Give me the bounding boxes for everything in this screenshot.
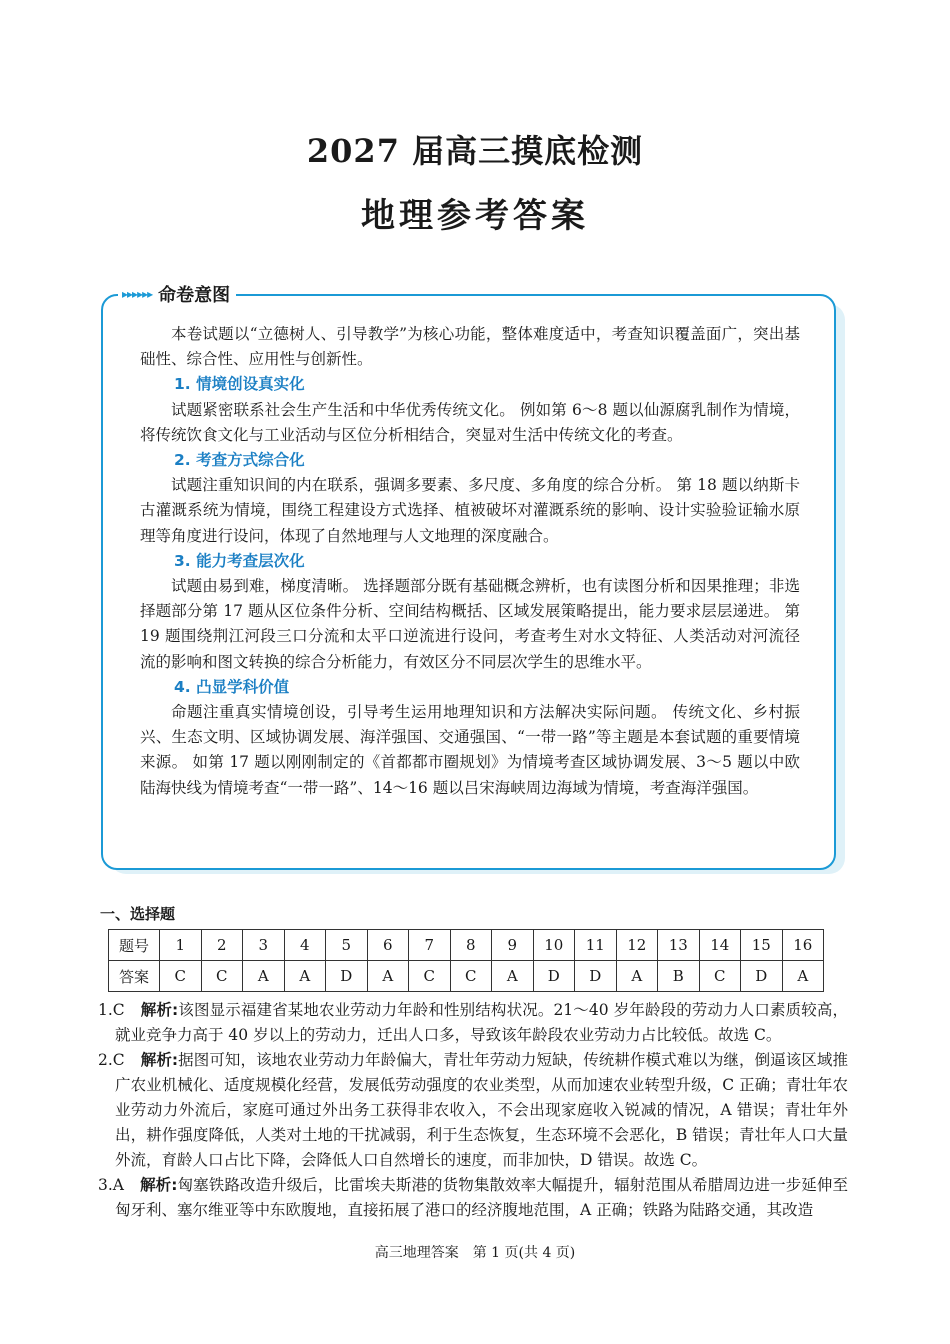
question-number: 1: [160, 930, 202, 961]
question-number: 3: [243, 930, 285, 961]
intent-section-text: 试题由易到难，梯度清晰。 选择题部分既有基础概念辨析，也有读图分析和因果推理；非选择题部分第 17 题从区位条件分析、空间结构概括、区域发展策略提出，能力要求层层递进。 第 19 题围绕荆江河段三口分流和太平口逆流进行设问，考查考生对水文特征、人类活动对河流径流的影响和图文转换的综合分析能力，有效区分不同层次学生的思维水平。: [140, 577, 800, 671]
answer-cell: A: [492, 961, 534, 992]
title-line1: 2027 届高三摸底检测: [306, 132, 644, 170]
answer-cell: A: [243, 961, 285, 992]
answer-cell: C: [450, 961, 492, 992]
intent-section-text: 试题注重知识间的内在联系，强调多要素、多尺度、多角度的综合分析。 第 18 题以纳斯卡古灌溉系统为情境，围绕工程建设方式选择、植被破坏对灌溉系统的影响、设计实验验证输水原理等角度进行设问，体现了自然地理与人文地理的深度融合。: [140, 476, 800, 545]
answer-cell: A: [782, 961, 824, 992]
answer-cell: C: [409, 961, 451, 992]
answer-cell: A: [367, 961, 409, 992]
intent-section-title: 1. 情境创设真实化: [174, 375, 305, 394]
intent-box-header: [118, 281, 236, 307]
question-number: 8: [450, 930, 492, 961]
explanation-text: 该图显示福建省某地农业劳动力年龄和性别结构状况。21～40 岁年龄段的劳动力人口素质较高，就业竞争力高于 40 岁以上的劳动力，迁出人口多，导致该年龄段农业劳动力占比较低。故选 C。: [115, 1001, 848, 1044]
explanation-key: 解析:: [140, 1051, 179, 1069]
intent-section-title: 4. 凸显学科价值: [174, 677, 290, 696]
explanations: [98, 998, 848, 1223]
explanation-number: 3.A: [98, 1176, 124, 1194]
answer-table: [108, 929, 824, 992]
question-number: 15: [741, 930, 783, 961]
question-number: 11: [575, 930, 617, 961]
question-number: 16: [782, 930, 824, 961]
answer-table-answer-row: [109, 961, 824, 992]
answer-cell: D: [326, 961, 368, 992]
row-label: 题号: [109, 930, 160, 961]
explanation-number: 1.C: [98, 1001, 125, 1019]
explanation-item: [98, 1048, 848, 1173]
intent-intro: 本卷试题以“立德树人、引导教学”为核心功能，整体难度适中，考查知识覆盖面广，突出基础性、综合性、应用性与创新性。: [140, 325, 800, 369]
explanation-number: 2.C: [98, 1051, 125, 1069]
question-number: 13: [658, 930, 700, 961]
answer-cell: A: [616, 961, 658, 992]
question-number: 10: [533, 930, 575, 961]
explanation-key: 解析:: [140, 1001, 179, 1019]
answer-cell: D: [741, 961, 783, 992]
section-title: 一、选择题: [100, 905, 176, 923]
row-label: 答案: [109, 961, 160, 992]
intent-box-title: 命卷意图: [158, 285, 231, 306]
question-number: 6: [367, 930, 409, 961]
intent-section-text: 试题紧密联系社会生产生活和中华优秀传统文化。 例如第 6～8 题以仙源腐乳制作为情境，将传统饮食文化与工业活动与区位分析相结合，突显对生活中传统文化的考查。: [140, 400, 800, 444]
answer-cell: B: [658, 961, 700, 992]
question-number: 4: [284, 930, 326, 961]
intent-section-text: 命题注重真实情境创设，引导考生运用地理知识和方法解决实际问题。 传统文化、乡村振兴、生态文明、区域协调发展、海洋强国、交通强国、“一带一路”等主题是本套试题的重要情境来源。 如第 17 题以刚刚制定的《首都都市圈规划》为情境考查区域协调发展、3～5 题以中欧陆海快线为情境考查“一带一路”、14～16 题以吕宋海峡周边海域为情境，考查海洋强国。: [140, 703, 800, 797]
explanation-key: 解析:: [139, 1176, 178, 1194]
page-footer: 高三地理答案 第 1 页(共 4 页): [374, 1245, 576, 1261]
intent-section-title: 2. 考查方式综合化: [174, 451, 305, 470]
question-number: 9: [492, 930, 534, 961]
answer-cell: C: [201, 961, 243, 992]
intent-box-body: [140, 322, 800, 801]
question-number: 7: [409, 930, 451, 961]
explanation-text: 据图可知，该地农业劳动力年龄偏大，青壮年劳动力短缺，传统耕作模式难以为继，倒逼该区域推广农业机械化、适度规模化经营，发展低劳动强度的农业类型，从而加速农业转型升级，C 正确；青壮年农业劳动力外流后，家庭可通过外出务工获得非农收入，不会出现家庭收入锐减的情况，A 错误；青壮年外出，耕作强度降低，人类对土地的干扰减弱，利于生态恢复，生态环境不会恶化，B 错误；青壮年人口大量外流，育龄人口占比下降，会降低人口自然增长的速度，而非加快，D 错误。故选 C。: [115, 1051, 848, 1169]
answer-cell: C: [699, 961, 741, 992]
question-number: 12: [616, 930, 658, 961]
arrow-decoration-icon: ▸▸▸▸▸▸: [122, 287, 153, 301]
intent-section-title: 3. 能力考查层次化: [174, 551, 305, 570]
answer-cell: D: [533, 961, 575, 992]
answer-cell: D: [575, 961, 617, 992]
explanation-text: 匈塞铁路改造升级后，比雷埃夫斯港的货物集散效率大幅提升，辐射范围从希腊周边进一步延伸至匈牙利、塞尔维亚等中东欧腹地，直接拓展了港口的经济腹地范围，A 正确；铁路为陆路交通，其改造: [115, 1176, 848, 1219]
explanation-item: [98, 998, 848, 1048]
answer-table-header-row: [109, 930, 824, 961]
question-number: 14: [699, 930, 741, 961]
answer-cell: A: [284, 961, 326, 992]
question-number: 5: [326, 930, 368, 961]
answer-cell: C: [160, 961, 202, 992]
title-line2: 地理参考答案: [361, 196, 589, 236]
question-number: 2: [201, 930, 243, 961]
explanation-item: [98, 1173, 848, 1223]
